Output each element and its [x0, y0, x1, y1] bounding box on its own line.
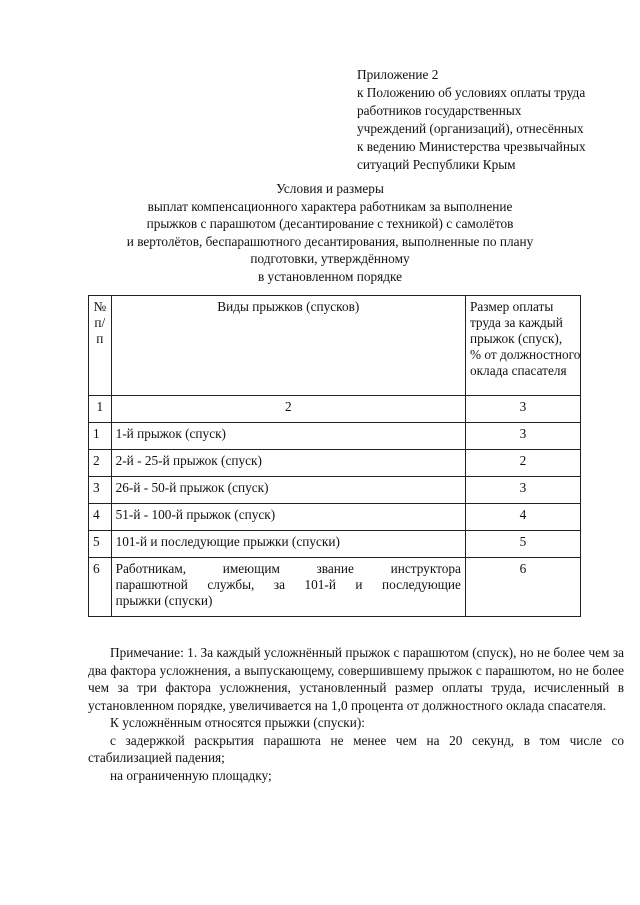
row-kind: [111, 558, 465, 617]
title-line: выплат компенсационного характера работникам за выполнение: [147, 198, 513, 214]
table-row: [89, 477, 581, 504]
table-row: [89, 423, 581, 450]
title-line: и вертолётов, беспарашютного десантирования, выполненные по плану: [126, 233, 534, 249]
row-rate: 3: [465, 423, 580, 450]
header-number: [89, 296, 112, 396]
row-kind: 1-й прыжок (спуск): [111, 423, 465, 450]
row-rate: 3: [465, 477, 580, 504]
title-line: в установленном порядке: [257, 268, 403, 284]
row-number: 2: [89, 450, 112, 477]
row-kind: 26-й - 50-й прыжок (спуск): [111, 477, 465, 504]
appendix-header: [357, 66, 632, 174]
header-rate-line: прыжок (спуск),: [469, 331, 563, 346]
row-number: 3: [89, 477, 112, 504]
appendix-line: Приложение 2: [357, 67, 439, 82]
note-paragraph: К усложнённым относятся прыжки (спуски):: [110, 715, 365, 730]
row-rate: 4: [465, 504, 580, 531]
header-rate-line: оклада спасателя: [469, 363, 567, 378]
table-row: [89, 450, 581, 477]
row-rate: 6: [465, 558, 580, 617]
header-rate-line: Размер оплаты: [469, 299, 554, 314]
header-rate-line: % от должностного: [469, 347, 581, 362]
appendix-line: ситуаций Республики Крым: [357, 157, 516, 172]
column-numbering-row: [89, 396, 581, 423]
header-kind: Виды прыжков (спусков): [111, 296, 465, 396]
note-section: [88, 644, 624, 784]
note-paragraph: Примечание: 1. За каждый усложнённый прыжок с парашютом (спуск), но не более чем за два фактора усложнения, а выпускающему, совершившему прыжок с парашютом, но не более чем за три фактора усложнения, установленный размер оплаты труда, исчисленный в установленном порядке, увеличивается на 1,0 процента от должностного оклада спасателя.: [88, 645, 624, 713]
header-number-line: №: [93, 299, 107, 314]
row-kind: 101-й и последующие прыжки (спуски): [111, 531, 465, 558]
column-number: 3: [465, 396, 580, 423]
document-title: [100, 180, 560, 285]
note-paragraph: на ограниченную площадку;: [110, 767, 272, 783]
table-row: [89, 504, 581, 531]
row-rate: 2: [465, 450, 580, 477]
row-number: 5: [89, 531, 112, 558]
column-number: 1: [89, 396, 112, 423]
row-kind-line: Работникам, имеющим звание инструктора: [115, 561, 461, 576]
row-kind-line: прыжки (спуски): [115, 593, 213, 608]
table-header-row: [89, 296, 581, 396]
row-kind-line: парашютной службы, за 101-й и последующие: [115, 577, 461, 592]
header-rate-line: труда за каждый: [469, 315, 563, 330]
column-number: 2: [111, 396, 465, 423]
row-rate: 5: [465, 531, 580, 558]
payment-table: [88, 295, 581, 617]
table-row: [89, 558, 581, 617]
row-kind: 2-й - 25-й прыжок (спуск): [111, 450, 465, 477]
row-kind: 51-й - 100-й прыжок (спуск): [111, 504, 465, 531]
row-number: 1: [89, 423, 112, 450]
row-number: 4: [89, 504, 112, 531]
appendix-line: к ведению Министерства чрезвычайных: [357, 139, 586, 154]
table-row: [89, 531, 581, 558]
header-number-line: п/п: [94, 315, 106, 346]
appendix-line: работников государственных: [357, 103, 522, 118]
note-paragraph: с задержкой раскрытия парашюта не менее чем на 20 секунд, в том числе со стабилизацией падения;: [88, 732, 624, 765]
title-line: Условия и размеры: [276, 181, 384, 196]
title-line: подготовки, утверждённому: [250, 251, 410, 266]
header-rate: [465, 296, 580, 396]
appendix-line: к Положению об условиях оплаты труда: [357, 85, 586, 100]
row-number: 6: [89, 558, 112, 617]
appendix-line: учреждений (организаций), отнесённых: [357, 121, 584, 136]
title-line: прыжков с парашютом (десантирование с техникой) с самолётов: [146, 216, 514, 231]
